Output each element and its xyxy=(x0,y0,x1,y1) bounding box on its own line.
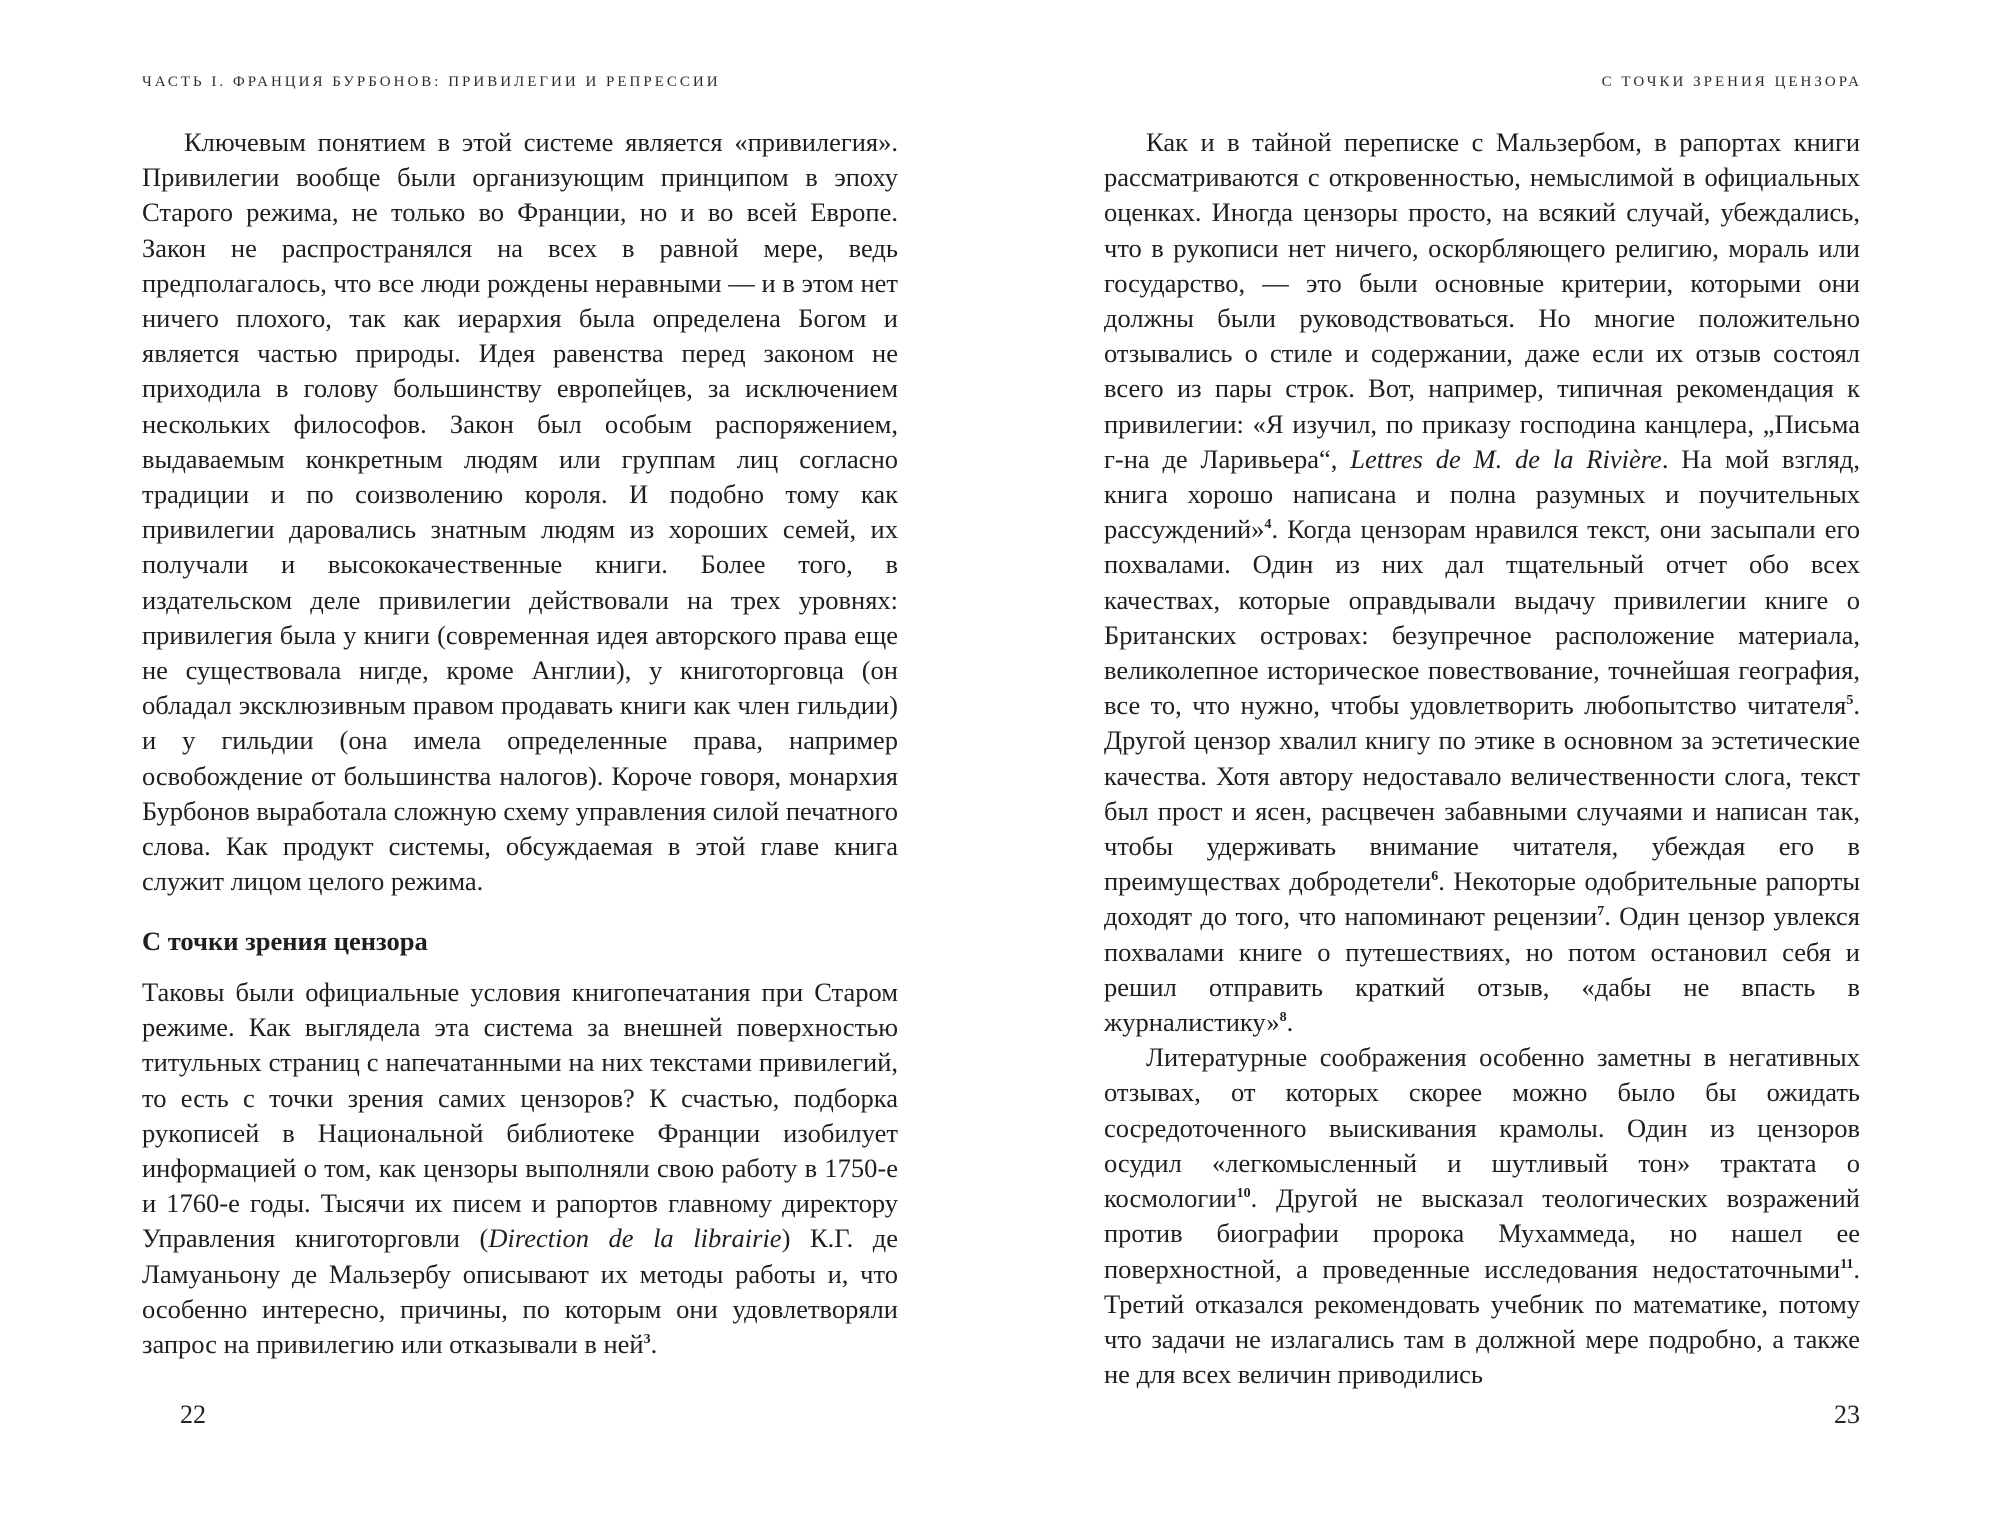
paragraph-text: . На мой взгляд, книга хорошо написана и полна разумных и поучительных рассуждений» xyxy=(1104,443,1860,545)
running-head-right: С ТОЧКИ ЗРЕНИЯ ЦЕНЗОРА xyxy=(1601,74,1862,90)
footnote-ref[interactable]: 7 xyxy=(1597,904,1605,920)
paragraph-text: . Когда цензорам нравился текст, они засыпали его похвалами. Один из них дал тщательный отчет обо всех качествах, которые оправдывали выдачу привилегии книге о Британских островах: безупречное расположение материала, великолепное историческое повествование, точнейшая география, все то, что нужно, чтобы удовлетворить любопытство читателя xyxy=(1104,514,1860,721)
right-body xyxy=(1104,125,1860,1392)
paragraph-literary xyxy=(1104,1040,1860,1392)
running-head-left: ЧАСТЬ I. ФРАНЦИЯ БУРБОНОВ: ПРИВИЛЕГИИ И РЕПРЕССИИ xyxy=(142,74,721,90)
paragraph-text: Ключевым понятием в этой системе является «привилегия». Привилегии вообще были организующим принципом в эпоху Старого режима, не только во Франции, но и во всей Европе. Закон не распространялся на всех в равной мере, ведь предполагалось, что все люди рождены неравными — и в этом нет ничего плохого, так как иерархия была определена Богом и является частью природы. Идея равенства перед законом не приходила в голову большинству европейцев, за исключением нескольких философов. Закон был особым распоряжением, выдаваемым конкретным людям или группам лиц согласно традиции и по соизволению короля. И подобно тому как привилегии даровались знатным людям из хороших семей, их получали и высококачественные книги. Более того, в издательском деле привилегии действовали на трех уровнях: привилегия была у книги (современная идея авторского права еще не существовала нигде, кроме Англии), у книготорговца (он обладал эксклюзивным правом продавать книги как член гильдии) и у гильдии (она имела определенные права, например освобождение от большинства налогов). Короче говоря, монархия Бурбонов выработала сложную схему управления силой печатного слова. Как продукт системы, обсуждаемая в этой главе книга служит лицом целого режима. xyxy=(142,127,898,897)
paragraph-text: ) К.Г. де Ламуаньону де Мальзербу описывают их методы работы и, что особенно интересно, причины, по которым они удовлетворяли запрос на привилегию или отказывали в ней xyxy=(142,1223,899,1360)
footnote-ref[interactable]: 6 xyxy=(1431,869,1439,885)
paragraph-text: Как и в тайной переписке с Мальзербом, в рапортах книги рассматриваются с откровенностью, немыслимой в официальных оценках. Иногда цензоры просто, на всякий случай, убеждались, что в рукописи нет ничего, оскорбляющего религию, мораль или государство, — это были основные критерии, которыми они должны были руководствоваться. Но многие положительно отзывались о стиле и содержании, даже если их отзыв состоял всего из пары строк. Вот, например, типичная рекомендация к привилегии: «Я изучил, по приказу господина канцлера, „Письма г-на де Ларивьера“, xyxy=(1104,127,1860,474)
paragraph-reports: Как и в тайной переписке с Мальзербом, в рапортах книги рассматриваются с откровенностью, немыслимой в официальных оценках. Иногда цензоры просто, на всякий случай, убеждались, что в рукописи нет ничего, оскорбляющего религию, мораль или государство, — это были основные критерии, которыми они должны были руководствоваться. Но многие положительно отзывались о стиле и содержании, даже если их отзыв состоял всего из пары строк. Вот, например, типичная рекомендация к привилегии: «Я изучил, по приказу господина канцлера, „Письма г-на де Ларивьера“, Lettres de M. de la Rivière. На мой взгляд, книга хорошо написана и полна разумных и поучительных рассуждений»$^4$. Когда цензорам нравился текст, они засыпали его похвалами. Один из них дал тщательный отчет обо всех качествах, которые оправдывали выдачу привилегии книге о Британских островах: безупречное расположение материала, великолепное историческое повествование, точнейшая география, все то, что нужно, чтобы удовлетворить любопытство читателя$^5$. Другой цензор хвалил книгу по этике в основном за эстетические качества. Хотя автору недоставало величественности слога, текст был прост и ясен, расцвечен забавными случаями и написан так, чтобы удерживать внимание читателя, убеждая его в преимуществах добродетели$^6$. Некоторые одобрительные рапорты доходят до того, что напоминают рецензии$^7$. Один цензор увлекся похвалами книге о путешествиях, но потом остановил себя и решил отправить краткий отзыв, «дабы не впасть в журналистику»$^8$. xyxy=(1104,127,1861,1038)
footnote-ref[interactable]: 8 xyxy=(1279,1010,1287,1026)
paragraph-official-conditions: Таковы были официальные условия книгопечатания при Старом режиме. Как выглядела эта система за внешней поверхностью титульных страниц с напечатанными на них текстами привилегий, то есть с точки зрения самих цензоров? К счастью, подборка рукописей в Национальной библиотеке Франции изобилует информацией о том, как цензоры выполняли свою работу в 1750-е и 1760-е годы. Тысячи их писем и рапортов главному директору Управления книготорговли (Direction de la librairie) К.Г. де Ламуаньону де Мальзербу описывают их методы работы и, что особенно интересно, причины, по которым они удовлетворяли запрос на привилегию или отказывали в ней$^3$. xyxy=(142,977,899,1360)
left-body-bottom xyxy=(142,975,898,1362)
footnote-ref[interactable]: 3 xyxy=(643,1332,651,1348)
paragraph-text: Литературные соображения особенно заметны в негативных отзывах, от которых скорее можно было бы ожидать сосредоточенного выискивания крамолы. Один из цензоров осудил «легкомысленный и шутливый тон» трактата о космологии xyxy=(1104,1042,1860,1214)
footnote-ref[interactable]: 5 xyxy=(1846,693,1854,709)
section-heading: С точки зрения цензора xyxy=(142,926,428,956)
page-number-left: 22 xyxy=(180,1400,206,1429)
footnote-ref[interactable]: 4 xyxy=(1264,517,1272,533)
left-body-top xyxy=(142,125,898,899)
right-page xyxy=(1000,0,2000,1528)
footnote-ref[interactable]: 11 xyxy=(1840,1256,1854,1272)
italic-title: Lettres de M. de la Rivière xyxy=(1350,443,1662,474)
paragraph-text: Таковы были официальные условия книгопечатания при Старом режиме. Как выглядела эта система за внешней поверхностью титульных страниц с напечатанными на них текстами привилегий, то есть с точки зрения самих цензоров? К счастью, подборка рукописей в Национальной библиотеке Франции изобилует информацией о том, как цензоры выполняли свою работу в 1750-е и 1760-е годы. Тысячи их писем и рапортов главному директору Управления книготорговли ( xyxy=(142,977,898,1254)
paragraph-text: . Третий отказался рекомендовать учебник по математике, потому что задачи не излагались там в должной мере подробно, а также не для всех величин приводились xyxy=(1104,1253,1860,1390)
paragraph-text: . Некоторые одобрительные рапорты доходят до того, что напоминают рецензии xyxy=(1104,866,1861,932)
paragraph-text: . Другой цензор хвалил книгу по этике в основном за эстетические качества. Хотя автору недоставало величественности слога, текст был прост и ясен, расцвечен забавными случаями и написан так, чтобы удерживать внимание читателя, убеждая его в преимуществах добродетели xyxy=(1104,690,1860,897)
paragraph-privilege xyxy=(142,125,898,899)
italic-term: Direction de la librairie xyxy=(488,1223,782,1254)
page-number-right: 23 xyxy=(1834,1400,1860,1429)
paragraph-text: . Один цензор увлекся похвалами книге о путешествиях, но потом остановил себя и решил отправить краткий отзыв, «дабы не впасть в журналистику» xyxy=(1104,901,1860,1038)
paragraph-text: . Другой не высказал теологических возражений против биографии пророка Мухаммеда, но нашел ее поверхностной, а проведенные исследования недостаточными xyxy=(1104,1183,1860,1284)
footnote-ref[interactable]: 10 xyxy=(1236,1186,1251,1202)
